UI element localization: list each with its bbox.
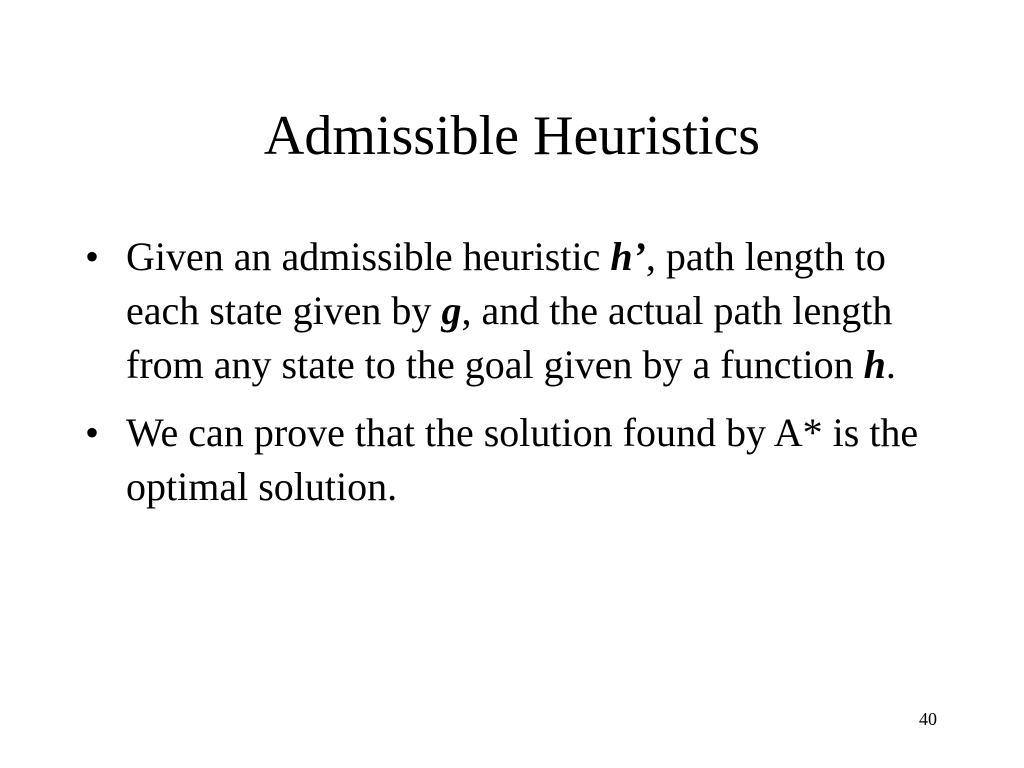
bullet-text-segment: . [885,342,896,387]
bullet-text-segment: Given an admissible heuristic [126,234,611,279]
bullet-list [85,230,945,528]
variable-h: h [863,342,886,387]
variable-h-prime: h’ [610,234,646,279]
bullet-text-segment: , and the actual path length from any state to the goal given by a function [126,288,893,387]
bullet-text-segment: , path length to each state given by [126,234,886,333]
bullet-text: We can prove that the solution found by A* is the optimal solution. [126,410,919,509]
page-number: 40 [919,709,937,729]
bullet-text [126,234,896,387]
bullet-marker: • [85,234,100,279]
variable-g: g [441,288,462,333]
slide-title: Admissible Heuristics [263,105,761,167]
bullet-item [85,406,945,514]
bullet-marker: • [85,410,100,455]
bullet-item [85,230,945,392]
